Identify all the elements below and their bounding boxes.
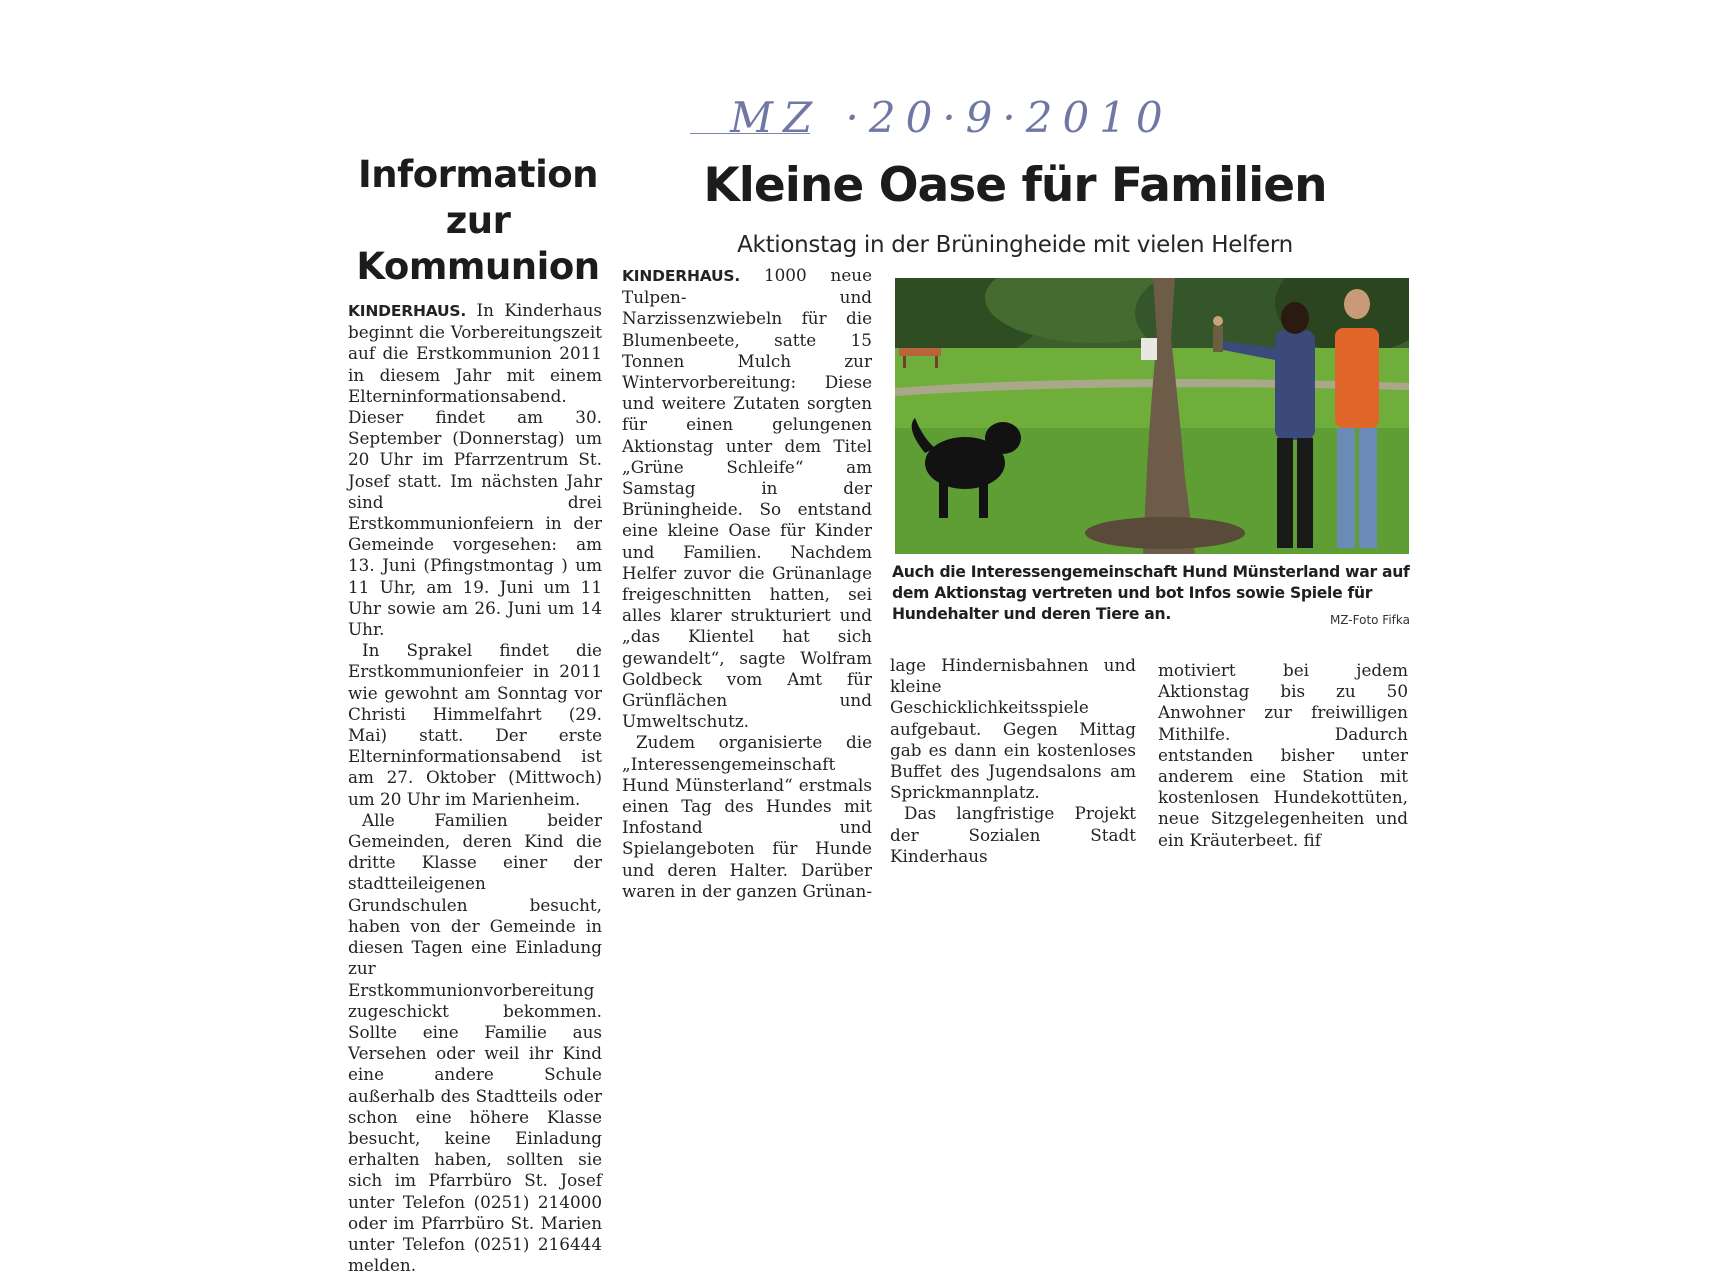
right-article-subheadline: Aktionstag in der Brüningheide mit vielen Helfern bbox=[737, 232, 1293, 258]
photo-illustration bbox=[895, 278, 1409, 554]
right-col2-paragraph-2: Das langfristige Projekt der Sozialen Stadt Kinderhaus bbox=[890, 803, 1136, 866]
article-photo bbox=[895, 278, 1409, 554]
right-article-column-1 bbox=[622, 265, 872, 902]
right-col2-paragraph-1: lage Hindernisbahnen und kleine Geschicklichkeitsspiele aufgebaut. Gegen Mittag gab es dann ein kostenloses Buffet des Jugendsalons am Sprickmannplatz. bbox=[890, 655, 1136, 803]
left-dateline: KINDERHAUS. bbox=[348, 302, 467, 320]
handwritten-date-text: MZ ·20·9·2010 bbox=[730, 93, 1173, 142]
right-paragraph-1-text: 1000 neue Tulpen- und Narzissenzwiebeln für die Blumenbeete, satte 15 Tonnen Mulch zur Wintervorbereitung: Diese und weitere Zutaten sorgten für einen gelungenen Aktionstag unter dem Titel „Grüne Schleife“ am Samstag in der Brüningheide. So entstand eine kleine Oase für Kinder und Familien. Nachdem Helfer zuvor die Grünanlage freigeschnitten hatten, sei alles klarer strukturiert und „das Klientel hat sich gewandelt“, sagte Wolfram Goldbeck vom Amt für Grünflächen und Umweltschutz. bbox=[622, 265, 872, 732]
photo-caption: Auch die Interessengemeinschaft Hund Münsterland war auf dem Aktionstag vertreten und bot Infos sowie Spiele für Hundehalter und deren Tiere an. bbox=[892, 563, 1410, 623]
left-headline-line-2: zur bbox=[445, 199, 511, 242]
right-article-headline: Kleine Oase für Familien bbox=[703, 158, 1327, 213]
right-col3-paragraph-1: motiviert bei jedem Aktionstag bis zu 50 Anwohner zur freiwilligen Mithilfe. Dadurch entstanden bisher unter anderem eine Station mit kostenlosen Hundekottüten, neue Sitzgelegenheiten und ein Kräuterbeet. fif bbox=[1158, 660, 1408, 850]
left-article-body bbox=[348, 300, 602, 1276]
handwritten-date-note bbox=[720, 80, 1240, 160]
left-paragraph-1 bbox=[348, 300, 602, 640]
right-dateline: KINDERHAUS. bbox=[622, 267, 741, 285]
handwritten-underline bbox=[690, 133, 810, 134]
left-paragraph-3: Alle Familien beider Gemeinden, deren Kind die dritte Klasse einer der stadtteileigenen Grundschulen besucht, haben von der Gemeinde in diesen Tagen eine Einladung zur Erstkommunionvorbereitung zugeschickt bekommen. Sollte eine Familie aus Versehen oder weil ihr Kind eine andere Schule außerhalb des Stadtteils oder schon eine höhere Klasse besucht, keine Einladung erhalten haben, sollten sie sich im Pfarrbüro St. Josef unter Telefon (0251) 214000 oder im Pfarrbüro St. Marien unter Telefon (0251) 216444 melden. bbox=[348, 809, 602, 1276]
right-article-column-2 bbox=[890, 655, 1136, 867]
left-paragraph-1-text: In Kinderhaus beginnt die Vorbereitungszeit auf die Erstkommunion 2011 in diesem Jahr mit einem Elterninformationsabend. Dieser findet am 30. September (Donnerstag) um 20 Uhr im Pfarrzentrum St. Josef statt. Im nächsten Jahr sind drei Erstkommunionfeiern in der Gemeinde vorgesehen: am 13. Juni (Pfingstmontag ) um 11 Uhr, am 19. Juni um 11 Uhr sowie am 26. Juni um 14 Uhr. bbox=[348, 300, 602, 640]
left-paragraph-2: In Sprakel findet die Erstkommunionfeier in 2011 wie gewohnt am Sonntag vor Christi Himmelfahrt (29. Mai) statt. Der erste Elterninformationsabend ist am 27. Oktober (Mittwoch) um 20 Uhr im Marienheim. bbox=[348, 640, 602, 809]
right-paragraph-2: Zudem organisierte die „Interessengemeinschaft Hund Münsterland“ erstmals einen Tag des Hundes mit Infostand und Spielangeboten für Hunde und deren Halter. Darüber waren in der ganzen Grünan- bbox=[622, 732, 872, 901]
left-article-headline bbox=[348, 152, 608, 290]
photo-credit: MZ-Foto Fifka bbox=[1329, 613, 1410, 627]
right-article-column-3 bbox=[1158, 660, 1408, 851]
left-headline-line-1: Information bbox=[357, 153, 599, 196]
left-headline-line-3: Kommunion bbox=[356, 245, 600, 288]
right-paragraph-1 bbox=[622, 265, 872, 732]
